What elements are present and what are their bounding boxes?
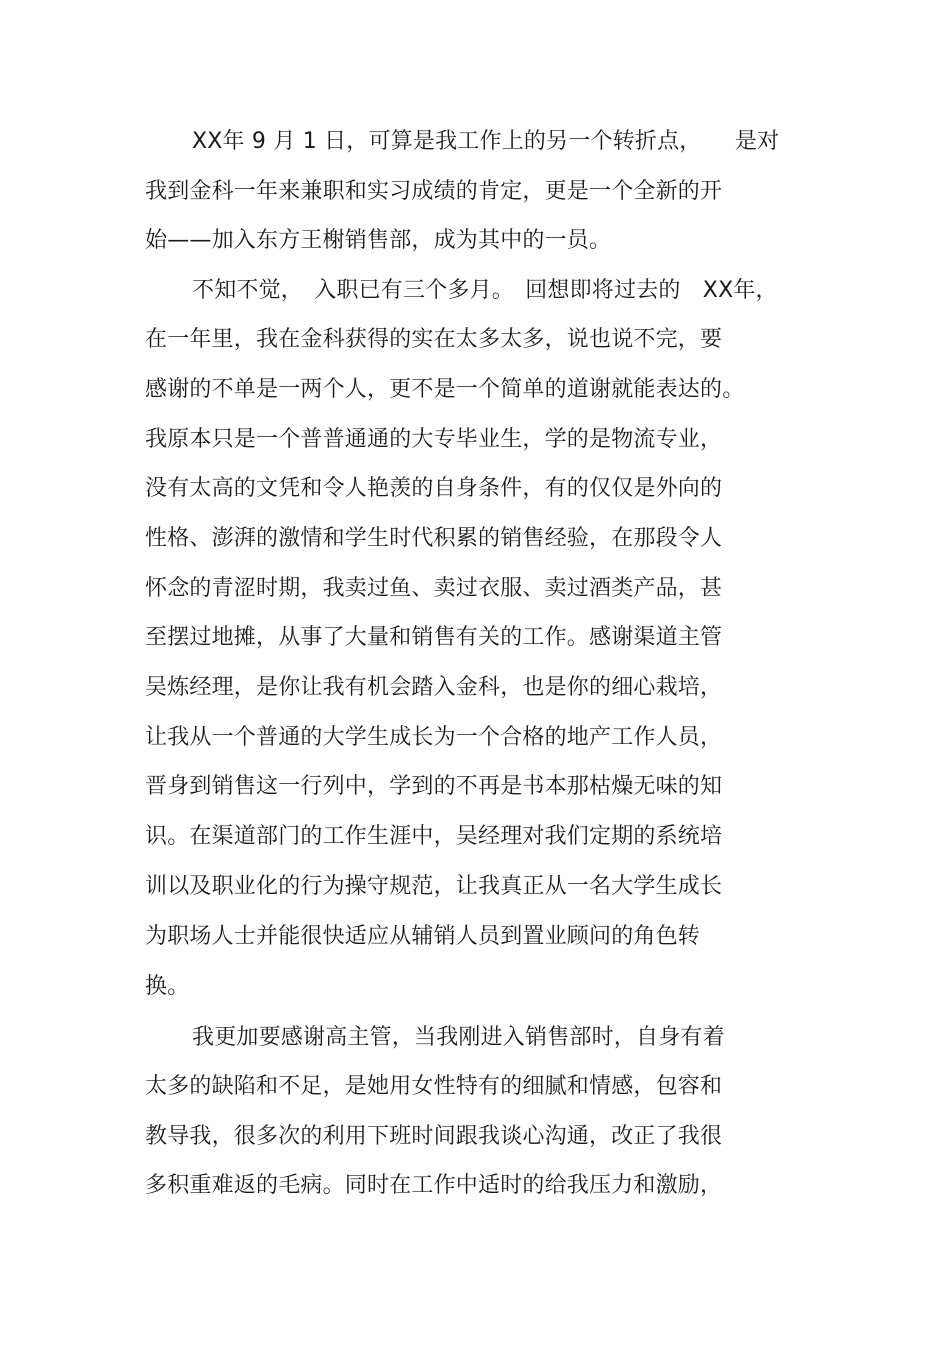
text-line: 没有太高的文凭和令人艳羡的自身条件，有的仅仅是外向的: [145, 476, 723, 501]
text-line: 性格、澎湃的激情和学生时代积累的销售经验，在那段令人: [145, 526, 723, 551]
text-line: 太多的缺陷和不足，是她用女性特有的细腻和情感，包容和: [145, 1074, 723, 1099]
text-line: 始——加入东方王榭销售部，成为其中的一员。: [145, 228, 612, 253]
text-line: 训以及职业化的行为操守规范，让我真正从一名大学生成长: [145, 874, 723, 899]
text-line: 换。: [145, 974, 190, 999]
text-line: XX年 9 月 1 日，可算是我工作上的另一个转折点， 是对: [192, 129, 780, 154]
text-line: 晋身到销售这一行列中，学到的不再是书本那枯燥无味的知: [145, 774, 723, 799]
text-line: 在一年里，我在金科获得的实在太多太多，说也说不完，要: [145, 327, 723, 352]
text-line: 我原本只是一个普普通通的大专毕业生，学的是物流专业，: [145, 427, 723, 452]
text-line: 我更加要感谢高主管，当我刚进入销售部时，自身有着: [192, 1025, 725, 1050]
text-line: 怀念的青涩时期，我卖过鱼、卖过衣服、卖过酒类产品，甚: [145, 576, 723, 601]
text-line: 感谢的不单是一两个人，更不是一个简单的道谢就能表达的。: [145, 377, 745, 402]
text-line: 为职场人士并能很快适应从辅销人员到置业顾问的角色转: [145, 924, 701, 949]
text-line: 我到金科一年来兼职和实习成绩的肯定，更是一个全新的开: [145, 179, 723, 204]
text-line: 多积重难返的毛病。同时在工作中适时的给我压力和激励，: [145, 1173, 723, 1198]
text-line: 让我从一个普通的大学生成长为一个合格的地产工作人员，: [145, 725, 723, 750]
text-line: 识。在渠道部门的工作生涯中，吴经理对我们定期的系统培: [145, 824, 723, 849]
text-line: 吴炼经理，是你让我有机会踏入金科，也是你的细心栽培，: [145, 675, 723, 700]
text-line: 至摆过地摊，从事了大量和销售有关的工作。感谢渠道主管: [145, 625, 723, 650]
text-line: 教导我，很多次的利用下班时间跟我谈心沟通，改正了我很: [145, 1124, 723, 1149]
text-line: 不知不觉， 入职已有三个多月。 回想即将过去的 XX年，: [192, 278, 778, 303]
